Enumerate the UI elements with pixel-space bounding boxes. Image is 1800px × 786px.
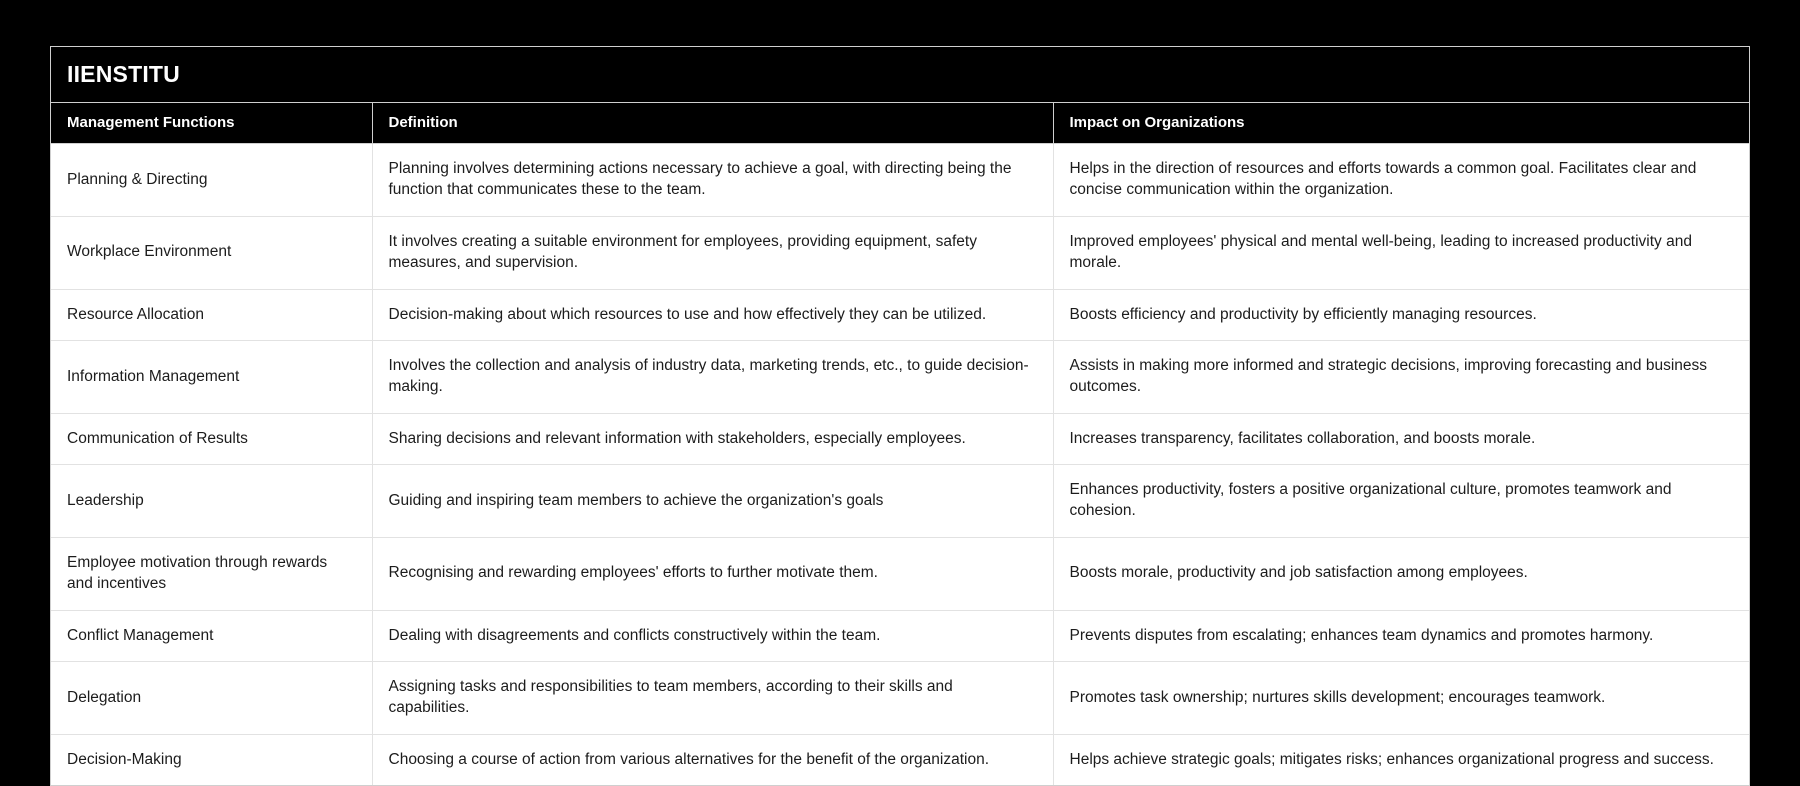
cell-definition: It involves creating a suitable environment for employees, providing equipment, safety measures, and supervision. (372, 216, 1053, 289)
table-row (51, 340, 1749, 413)
cell-definition: Involves the collection and analysis of industry data, marketing trends, etc., to guide decision-making. (372, 340, 1053, 413)
cell-management-function: Leadership (51, 465, 372, 538)
cell-management-function: Workplace Environment (51, 216, 372, 289)
cell-management-function: Information Management (51, 340, 372, 413)
table-row (51, 289, 1749, 340)
cell-management-function: Decision-Making (51, 734, 372, 785)
table-row (51, 661, 1749, 734)
table-row (51, 537, 1749, 610)
brand-header (51, 47, 1749, 103)
table-row (51, 216, 1749, 289)
cell-impact: Boosts morale, productivity and job satisfaction among employees. (1053, 537, 1749, 610)
cell-definition: Planning involves determining actions necessary to achieve a goal, with directing being the function that communicates these to the team. (372, 144, 1053, 217)
cell-management-function: Delegation (51, 661, 372, 734)
table-row (51, 734, 1749, 785)
cell-definition: Assigning tasks and responsibilities to team members, according to their skills and capabilities. (372, 661, 1053, 734)
cell-impact: Enhances productivity, fosters a positive organizational culture, promotes teamwork and cohesion. (1053, 465, 1749, 538)
cell-management-function: Communication of Results (51, 413, 372, 464)
cell-impact: Improved employees' physical and mental well-being, leading to increased productivity and morale. (1053, 216, 1749, 289)
column-header-impact-on-organizations: Impact on Organizations (1053, 103, 1749, 144)
cell-management-function: Conflict Management (51, 610, 372, 661)
table-row (51, 413, 1749, 464)
table-row (51, 610, 1749, 661)
table-row (51, 465, 1749, 538)
management-functions-table (51, 103, 1749, 785)
cell-impact: Boosts efficiency and productivity by efficiently managing resources. (1053, 289, 1749, 340)
cell-impact: Promotes task ownership; nurtures skills development; encourages teamwork. (1053, 661, 1749, 734)
cell-definition: Dealing with disagreements and conflicts constructively within the team. (372, 610, 1053, 661)
cell-impact: Prevents disputes from escalating; enhances team dynamics and promotes harmony. (1053, 610, 1749, 661)
cell-management-function: Planning & Directing (51, 144, 372, 217)
cell-management-function: Resource Allocation (51, 289, 372, 340)
cell-impact: Increases transparency, facilitates collaboration, and boosts morale. (1053, 413, 1749, 464)
cell-definition: Decision-making about which resources to use and how effectively they can be utilized. (372, 289, 1053, 340)
cell-management-function: Employee motivation through rewards and incentives (51, 537, 372, 610)
brand-title: IIENSTITU (67, 61, 180, 87)
cell-definition: Choosing a course of action from various alternatives for the benefit of the organization. (372, 734, 1053, 785)
cell-impact: Assists in making more informed and strategic decisions, improving forecasting and business outcomes. (1053, 340, 1749, 413)
column-header-management-functions: Management Functions (51, 103, 372, 144)
cell-definition: Recognising and rewarding employees' efforts to further motivate them. (372, 537, 1053, 610)
table-row (51, 144, 1749, 217)
cell-impact: Helps achieve strategic goals; mitigates risks; enhances organizational progress and success. (1053, 734, 1749, 785)
table-header-row (51, 103, 1749, 144)
cell-definition: Guiding and inspiring team members to achieve the organization's goals (372, 465, 1053, 538)
table-header (51, 103, 1749, 144)
cell-definition: Sharing decisions and relevant information with stakeholders, especially employees. (372, 413, 1053, 464)
table-body (51, 144, 1749, 786)
management-functions-table-card (50, 46, 1750, 786)
column-header-definition: Definition (372, 103, 1053, 144)
cell-impact: Helps in the direction of resources and efforts towards a common goal. Facilitates clear and concise communication within the organization. (1053, 144, 1749, 217)
